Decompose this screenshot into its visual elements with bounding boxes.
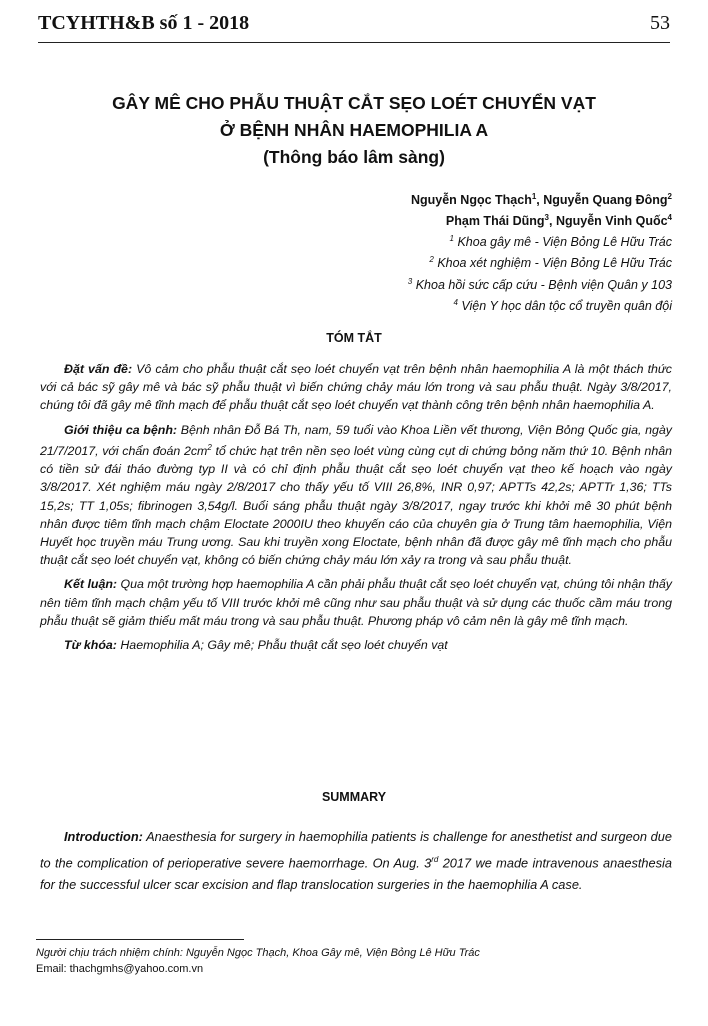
affiliation <box>272 230 672 251</box>
paragraph-lead: Introduction: <box>64 829 143 844</box>
abstract-heading: TÓM TẮT <box>326 331 382 345</box>
affiliation-text: Khoa xét nghiệm - Viện Bỏng Lê Hữu Trác <box>433 256 672 271</box>
author-line-1 <box>272 188 672 209</box>
author-affil-mark: 1 <box>531 192 537 201</box>
author-separator: , <box>536 193 544 208</box>
summary-body <box>40 826 672 897</box>
paragraph-text: Qua một trường hợp haemophilia A cần phải phẫu thuật cắt sẹo loét chuyển vạt, chúng tôi nhận thấy nên tiêm tĩnh mạch chậm yếu tố VIII trước khởi mê cũng như sau phẫu thuật và sử dụng các thuốc cầm máu trong phẫu thuật sẽ giảm thiểu mất máu trong và sau phẫu thuật. Phương pháp vô cảm nên là gây mê tĩnh mạch. <box>40 577 672 628</box>
author-name: Nguyễn Quang Đông <box>543 193 668 208</box>
superscript: rd <box>431 854 439 864</box>
author-separator: , <box>549 214 556 229</box>
author-name: Phạm Thái Dũng <box>445 214 545 229</box>
author-affil-mark: 2 <box>667 192 672 201</box>
paragraph-lead: Giới thiệu ca bệnh: <box>64 422 178 437</box>
affiliation <box>272 273 672 294</box>
header-rule <box>38 42 670 43</box>
paragraph-lead: Từ khóa: <box>64 637 117 652</box>
footnote-rule <box>36 939 244 940</box>
abstract-paragraph <box>40 421 672 570</box>
affiliation-mark: 2 <box>429 255 434 265</box>
affiliation-mark: 3 <box>407 276 413 286</box>
author-affil-mark: 3 <box>544 213 549 223</box>
affiliation-text: Viện Y học dân tộc cổ truyền quân đội <box>457 298 672 313</box>
affiliation-text: Khoa hồi sức cấp cứu - Bệnh viện Quân y 103 <box>412 277 672 292</box>
affiliation <box>272 251 672 272</box>
author-name: Nguyễn Ngọc Thạch <box>410 193 532 208</box>
journal-issue: TCYHTH&B số 1 - 2018 <box>38 12 250 34</box>
paragraph-lead: Kết luận: <box>64 577 118 592</box>
summary-heading: SUMMARY <box>321 790 387 804</box>
abstract-body <box>40 360 672 660</box>
title-line-3: (Thông báo lâm sàng) <box>263 147 445 167</box>
title-line-1: GÂY MÊ CHO PHẪU THUẬT CẮT SẸO LOÉT CHUYỂN VẠT <box>112 93 596 113</box>
corresponding-author: Người chịu trách nhiệm chính: Nguyễn Ngọc Thạch, Khoa Gây mê, Viện Bỏng Lê Hữu Trác <box>36 947 480 959</box>
abstract-paragraph <box>40 575 672 630</box>
keywords <box>40 636 672 654</box>
paragraph-lead: Đặt vấn đề: <box>64 362 133 376</box>
title-line-2: Ở BỆNH NHÂN HAEMOPHILIA A <box>219 120 489 140</box>
affiliation <box>272 294 672 315</box>
summary-paragraph <box>40 826 672 897</box>
paragraph-text: Bệnh nhân Đỗ Bá Th, nam, 59 tuổi vào Khoa Liền vết thương, Viện Bỏng Quốc gia, ngày 21/7/2017, với chẩn đoán 2cm <box>40 422 672 458</box>
paragraph-text: Anaesthesia for surgery in haemophilia patients is challenge for anesthetist and surgeon due to the complication of perioperative severe haemorrhage. On Aug. 3 <box>40 829 672 870</box>
paragraph-text: Vô cảm cho phẫu thuật cắt sẹo loét chuyển vạt trên bệnh nhân haemophilia A là một thách thức với cả bác sỹ gây mê và bác sỹ phẫu thuật vì biến chứng chảy máu lớn trong và sau phẫu thuật. Ngày 3/8/2017, chúng tôi đã gây mê tĩnh mạch để phẫu thuật cắt sẹo loét chuyển vạt thành công trên bệnh nhân haemophilia A. <box>40 362 672 413</box>
page-header <box>38 12 670 40</box>
author-line-2 <box>272 209 672 230</box>
abstract-paragraph <box>40 360 672 415</box>
affiliation-mark: 4 <box>453 297 458 307</box>
author-name: Nguyễn Vinh Quốc <box>555 214 668 229</box>
paragraph-text: Haemophilia A; Gây mê; Phẫu thuật cắt sẹo loét chuyển vạt <box>116 637 448 652</box>
author-block <box>272 188 672 315</box>
superscript: 2 <box>207 442 212 452</box>
article-title <box>40 90 668 171</box>
paragraph-text: 2017 we made intravenous anaesthesia for the successful ulcer scar excision and flap translocation surgeries in the haemophilia A case. <box>40 854 672 893</box>
contact-email: Email: thachgmhs@yahoo.com.vn <box>36 963 204 975</box>
author-affil-mark: 4 <box>667 213 672 223</box>
footnote <box>36 945 676 977</box>
affiliation-text: Khoa gây mê - Viện Bỏng Lê Hữu Trác <box>454 235 672 250</box>
paragraph-text: tổ chức hạt trên nền sẹo loét vùng cùng cụt di chứng bỏng năm thứ 10. Bệnh nhân có tiền sử đái tháo đường typ II và có chỉ định phẫu thuật cắt sẹo loét chuyển vạt theo kế hoạch vào ngày 3/8/2017. Xét nghiệm máu ngày 2/8/2017 cho thấy yếu tố VIII 26,8%, INR 0,97; APTTs 42,2s; APTTr 1,36; TTs 15,2s; TT 1,05s; fibrinogen 3,54g/l. Buổi sáng phẫu thuật ngày 3/8/2017, ngay trước khi khởi mê 30 phút bệnh nhân được tiêm tĩnh mạch chậm Eloctate 2000IU theo khuyến cáo của chuyên gia ở Trung tâm haemophilia, Viện Huyết học truyền máu Trung ương. Sau khi truyền xong Eloctate, bệnh nhân đã được gây mê tĩnh mạch cho phẫu thuật cắt sẹo loét chuyển vạt, không có biến chứng chảy máu lớn xảy ra trong và sau phẫu thuật. <box>40 443 672 568</box>
page-number: 53 <box>650 12 670 34</box>
affiliation-mark: 1 <box>449 234 454 244</box>
